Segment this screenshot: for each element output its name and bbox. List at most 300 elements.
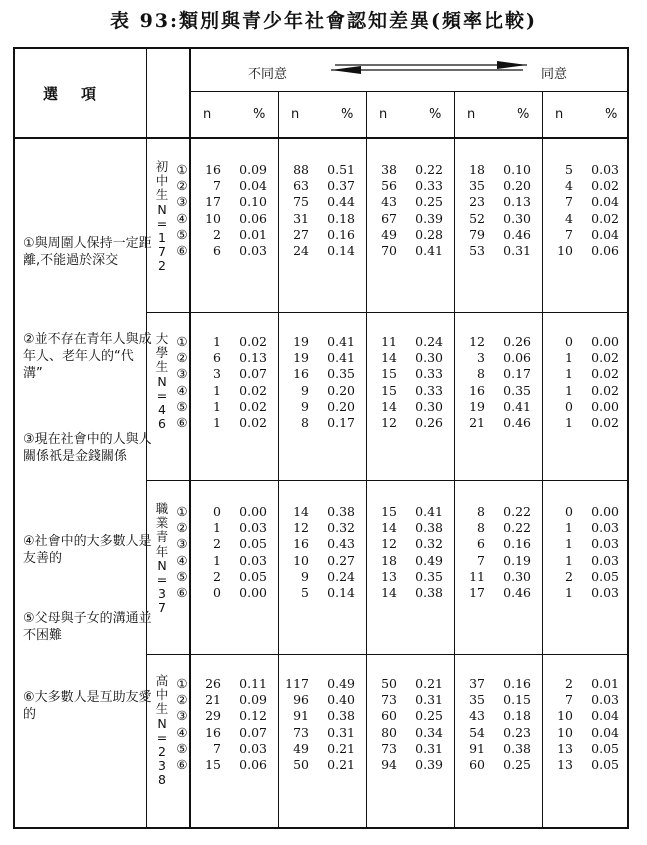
n-cell: 7: [477, 552, 485, 568]
option-mark: ②: [176, 350, 188, 366]
n-cell: 11: [381, 334, 397, 349]
group-label-char: 7: [158, 244, 166, 260]
n-cell: 19: [293, 350, 309, 366]
col-header-n-4: n: [467, 107, 476, 122]
pct-cell: 0.03: [239, 740, 267, 756]
pct-column: [403, 504, 443, 601]
n-cell: 38: [381, 162, 397, 177]
pct-cell: 0.38: [327, 708, 355, 724]
pct-column: [403, 676, 443, 773]
pct-cell: 0.35: [327, 366, 355, 382]
n-cell: 80: [381, 724, 397, 740]
group-label-char: 2: [158, 258, 166, 274]
n-cell: 43: [469, 708, 485, 724]
n-cell: 1: [565, 520, 573, 536]
n-cell: 14: [381, 398, 397, 414]
n-cell: 14: [381, 520, 397, 536]
pct-cell: 0.25: [415, 194, 443, 210]
group-label-char: 初: [155, 159, 169, 174]
n-cell: 24: [293, 242, 309, 258]
pct-cell: 0.14: [327, 242, 355, 258]
pct-cell: 0.19: [503, 552, 531, 568]
n-cell: 31: [293, 210, 309, 226]
n-cell: 7: [565, 692, 573, 708]
n-cell: 49: [293, 740, 309, 756]
pct-cell: 0.03: [591, 520, 619, 536]
pct-cell: 0.02: [239, 382, 267, 398]
pct-cell: 0.05: [591, 740, 619, 756]
option-mark: ④: [176, 382, 188, 398]
n-cell: 73: [381, 740, 397, 756]
n-cell: 2: [565, 676, 573, 691]
border-right: [627, 47, 629, 829]
n-cell: 13: [381, 568, 397, 584]
pct-cell: 0.30: [503, 210, 531, 226]
pct-cell: 0.41: [503, 398, 531, 414]
n-column: [369, 504, 397, 601]
n-cell: 7: [213, 740, 221, 756]
pct-cell: 0.30: [415, 398, 443, 414]
n-cell: 1: [213, 382, 221, 398]
n-cell: 91: [469, 740, 485, 756]
n-cell: 60: [381, 708, 397, 724]
n-cell: 16: [469, 382, 485, 398]
n-cell: 10: [557, 242, 573, 258]
option-mark: ②: [176, 692, 188, 708]
pct-cell: 0.13: [503, 194, 531, 210]
n-cell: 117: [285, 676, 309, 691]
pct-cell: 0.01: [591, 676, 619, 691]
pct-cell: 0.16: [503, 536, 531, 552]
n-cell: 1: [565, 382, 573, 398]
item-label-1: ①與周圍人保持一定距離,不能過於深交: [23, 236, 152, 268]
border-left: [13, 47, 15, 829]
n-column: [545, 676, 573, 773]
option-mark: ①: [176, 162, 188, 177]
pct-cell: 0.11: [239, 676, 267, 691]
group-label-char: 生: [155, 701, 169, 717]
pct-cell: 0.00: [591, 334, 619, 349]
n-cell: 9: [301, 398, 309, 414]
group-label-1: [153, 160, 171, 274]
pct-cell: 0.18: [503, 708, 531, 724]
n-cell: 11: [469, 568, 485, 584]
pct-cell: 0.28: [415, 226, 443, 242]
n-column: [281, 162, 309, 259]
border-bottom: [13, 827, 629, 829]
n-cell: 88: [293, 162, 309, 177]
n-column: [369, 676, 397, 773]
pct-cell: 0.49: [415, 552, 443, 568]
option-mark: ⑤: [176, 568, 188, 584]
pct-cell: 0.26: [415, 414, 443, 430]
n-cell: 6: [213, 350, 221, 366]
n-cell: 1: [565, 584, 573, 600]
pct-cell: 0.04: [591, 226, 619, 242]
option-mark: ⑥: [176, 585, 188, 601]
n-cell: 1: [565, 414, 573, 430]
pct-cell: 0.22: [503, 504, 531, 519]
n-column: [457, 504, 485, 601]
n-cell: 73: [381, 692, 397, 708]
pct-cell: 0.35: [503, 382, 531, 398]
n-cell: 2: [213, 568, 221, 584]
pct-cell: 0.04: [591, 724, 619, 740]
n-cell: 49: [381, 226, 397, 242]
n-cell: 16: [205, 724, 221, 740]
n-cell: 23: [469, 194, 485, 210]
n-cell: 75: [293, 194, 309, 210]
pct-cell: 0.05: [239, 536, 267, 552]
n-column: [457, 162, 485, 259]
pct-column: [579, 334, 619, 431]
pct-cell: 0.25: [415, 708, 443, 724]
pct-cell: 0.03: [591, 536, 619, 552]
n-cell: 1: [565, 552, 573, 568]
n-cell: 12: [381, 414, 397, 430]
pct-cell: 0.38: [415, 520, 443, 536]
n-cell: 70: [381, 242, 397, 258]
n-column: [193, 676, 221, 773]
pct-cell: 0.00: [591, 504, 619, 519]
group-label-char: 中: [155, 687, 169, 703]
item-label-6: ⑥大多數人是互助友愛的: [23, 690, 152, 722]
pct-cell: 0.32: [415, 536, 443, 552]
option-marks-2: [171, 334, 193, 431]
n-column: [193, 162, 221, 259]
option-mark: ⑤: [176, 398, 188, 414]
col-header-n-2: n: [291, 107, 300, 122]
pct-cell: 0.39: [415, 210, 443, 226]
pct-cell: 0.20: [327, 398, 355, 414]
n-cell: 10: [557, 724, 573, 740]
pct-cell: 0.34: [415, 724, 443, 740]
option-mark: ③: [176, 366, 188, 382]
n-cell: 2: [565, 568, 573, 584]
n-cell: 35: [469, 178, 485, 194]
n-column: [281, 334, 309, 431]
group-label-char: N: [157, 557, 167, 573]
agree-label: 同意: [541, 67, 568, 82]
n-cell: 3: [213, 366, 221, 382]
n-cell: 0: [213, 504, 221, 519]
n-cell: 21: [205, 692, 221, 708]
option-mark: ⑥: [176, 757, 188, 773]
option-mark: ⑤: [176, 740, 188, 756]
option-mark: ②: [176, 178, 188, 194]
n-cell: 14: [381, 584, 397, 600]
pct-cell: 0.18: [327, 210, 355, 226]
n-column: [281, 504, 309, 601]
pct-cell: 0.46: [503, 414, 531, 430]
n-cell: 13: [557, 756, 573, 772]
pct-cell: 0.40: [327, 692, 355, 708]
pct-cell: 0.46: [503, 226, 531, 242]
pct-cell: 0.31: [415, 740, 443, 756]
pct-cell: 0.38: [503, 740, 531, 756]
pct-column: [315, 334, 355, 431]
n-cell: 1: [565, 536, 573, 552]
group-label-char: 3: [158, 758, 166, 774]
col-divider-1: [278, 91, 279, 829]
group-label-char: 高: [155, 673, 169, 688]
pct-cell: 0.30: [415, 350, 443, 366]
pct-cell: 0.01: [239, 226, 267, 242]
pct-cell: 0.06: [503, 350, 531, 366]
pct-cell: 0.09: [239, 692, 267, 708]
n-cell: 56: [381, 178, 397, 194]
group-label-char: 1: [158, 230, 166, 246]
pct-cell: 0.00: [591, 398, 619, 414]
group-label-2: [153, 332, 171, 431]
col-header-n-3: n: [379, 107, 388, 122]
pct-cell: 0.33: [415, 178, 443, 194]
n-cell: 0: [565, 398, 573, 414]
pct-cell: 0.03: [239, 552, 267, 568]
n-cell: 15: [381, 504, 397, 519]
n-cell: 17: [205, 194, 221, 210]
n-cell: 8: [477, 520, 485, 536]
pct-cell: 0.04: [591, 194, 619, 210]
pct-cell: 0.21: [327, 756, 355, 772]
pct-cell: 0.03: [591, 692, 619, 708]
group-label-char: 年: [155, 543, 169, 559]
n-cell: 21: [469, 414, 485, 430]
pct-cell: 0.14: [327, 584, 355, 600]
pct-cell: 0.03: [239, 242, 267, 258]
option-mark: ②: [176, 520, 188, 536]
n-cell: 16: [293, 536, 309, 552]
pct-cell: 0.41: [415, 242, 443, 258]
pct-cell: 0.02: [239, 398, 267, 414]
pct-cell: 0.06: [239, 756, 267, 772]
n-column: [457, 334, 485, 431]
group-label-char: 中: [155, 173, 169, 189]
n-column: [545, 504, 573, 601]
n-cell: 4: [565, 178, 573, 194]
col-header-pct-1: %: [253, 107, 266, 122]
n-cell: 3: [477, 350, 485, 366]
n-cell: 96: [293, 692, 309, 708]
pct-cell: 0.25: [503, 756, 531, 772]
n-cell: 54: [469, 724, 485, 740]
pct-cell: 0.24: [415, 334, 443, 349]
col-header-n-1: n: [203, 107, 212, 122]
option-mark: ⑥: [176, 243, 188, 259]
pct-cell: 0.00: [239, 584, 267, 600]
option-mark: ①: [176, 504, 188, 519]
pct-column: [579, 504, 619, 601]
option-mark: ③: [176, 194, 188, 210]
pct-cell: 0.06: [591, 242, 619, 258]
n-column: [545, 162, 573, 259]
pct-cell: 0.39: [415, 756, 443, 772]
n-cell: 8: [477, 504, 485, 519]
pct-cell: 0.13: [239, 350, 267, 366]
pct-column: [403, 162, 443, 259]
group-label-3: [153, 502, 171, 616]
n-cell: 14: [293, 504, 309, 519]
pct-cell: 0.32: [327, 520, 355, 536]
group-label-char: 生: [155, 359, 169, 375]
n-cell: 63: [293, 178, 309, 194]
n-cell: 15: [205, 756, 221, 772]
n-cell: 9: [301, 568, 309, 584]
n-cell: 7: [565, 226, 573, 242]
pct-cell: 0.46: [503, 584, 531, 600]
n-cell: 19: [293, 334, 309, 349]
group-label-char: 2: [158, 744, 166, 760]
pct-cell: 0.16: [327, 226, 355, 242]
pct-cell: 0.02: [239, 414, 267, 430]
group-label-char: N: [157, 201, 167, 217]
n-cell: 16: [205, 162, 221, 177]
pct-cell: 0.02: [591, 366, 619, 382]
n-cell: 52: [469, 210, 485, 226]
pct-cell: 0.23: [503, 724, 531, 740]
option-mark: ⑤: [176, 226, 188, 242]
pct-cell: 0.02: [591, 382, 619, 398]
pct-cell: 0.03: [591, 552, 619, 568]
n-cell: 10: [557, 708, 573, 724]
pct-cell: 0.09: [239, 162, 267, 177]
pct-cell: 0.17: [327, 414, 355, 430]
n-cell: 18: [381, 552, 397, 568]
pct-cell: 0.02: [239, 334, 267, 349]
pct-column: [227, 162, 267, 259]
pct-column: [579, 676, 619, 773]
pct-cell: 0.22: [415, 162, 443, 177]
group-label-char: =: [156, 215, 168, 231]
pct-cell: 0.05: [591, 568, 619, 584]
n-cell: 91: [293, 708, 309, 724]
group-label-char: 6: [158, 416, 166, 432]
pct-cell: 0.17: [503, 366, 531, 382]
option-mark: ③: [176, 708, 188, 724]
group-divider-3: [146, 654, 629, 655]
pct-cell: 0.44: [327, 194, 355, 210]
option-mark: ③: [176, 536, 188, 552]
group-label-char: =: [156, 387, 168, 403]
pct-cell: 0.41: [415, 504, 443, 519]
pct-cell: 0.07: [239, 366, 267, 382]
n-cell: 29: [205, 708, 221, 724]
n-cell: 5: [301, 584, 309, 600]
n-cell: 60: [469, 756, 485, 772]
n-cell: 5: [565, 162, 573, 177]
n-cell: 50: [381, 676, 397, 691]
option-mark: ①: [176, 676, 188, 691]
n-cell: 0: [213, 584, 221, 600]
n-cell: 4: [565, 210, 573, 226]
n-cell: 67: [381, 210, 397, 226]
n-cell: 12: [469, 334, 485, 349]
n-cell: 2: [213, 226, 221, 242]
group-divider-2: [146, 480, 629, 481]
group-label-char: 7: [158, 600, 166, 616]
n-cell: 2: [213, 536, 221, 552]
pct-column: [227, 504, 267, 601]
pct-cell: 0.10: [503, 162, 531, 177]
pct-cell: 0.31: [327, 724, 355, 740]
pct-cell: 0.03: [591, 584, 619, 600]
pct-cell: 0.10: [239, 194, 267, 210]
group-label-char: 職: [155, 501, 169, 516]
double-arrow-icon: [331, 60, 527, 76]
n-cell: 8: [301, 414, 309, 430]
n-cell: 12: [381, 536, 397, 552]
pct-column: [491, 162, 531, 259]
disagree-label: 不同意: [248, 67, 288, 82]
n-cell: 10: [205, 210, 221, 226]
subheader-divider: [190, 91, 629, 92]
pct-cell: 0.27: [327, 552, 355, 568]
col-divider-4: [542, 91, 543, 829]
pct-column: [491, 334, 531, 431]
group-label-char: =: [156, 572, 168, 588]
group-label-4: [153, 674, 171, 788]
n-cell: 1: [213, 414, 221, 430]
n-cell: 13: [557, 740, 573, 756]
n-cell: 15: [381, 366, 397, 382]
pct-cell: 0.02: [591, 350, 619, 366]
pct-cell: 0.02: [591, 414, 619, 430]
col-header-pct-3: %: [429, 107, 442, 122]
pct-column: [227, 676, 267, 773]
group-label-char: N: [157, 715, 167, 731]
n-cell: 1: [213, 520, 221, 536]
pct-cell: 0.38: [415, 584, 443, 600]
group-label-char: 生: [155, 187, 169, 203]
pct-cell: 0.35: [415, 568, 443, 584]
group-label-char: 大: [155, 331, 169, 346]
group-label-char: 青: [155, 529, 169, 545]
pct-column: [315, 504, 355, 601]
option-marks-4: [171, 676, 193, 773]
group-label-char: 學: [155, 345, 169, 361]
group-label-char: N: [157, 373, 167, 389]
option-mark: ⑥: [176, 415, 188, 431]
n-cell: 10: [293, 552, 309, 568]
pct-cell: 0.30: [503, 568, 531, 584]
col-divider-2: [366, 91, 367, 829]
col-header-pct-4: %: [517, 107, 530, 122]
n-column: [369, 334, 397, 431]
item-label-4: ④社會中的大多數人是友善的: [23, 534, 152, 566]
n-cell: 0: [565, 334, 573, 349]
data-table: [13, 47, 629, 829]
pct-cell: 0.07: [239, 724, 267, 740]
n-cell: 53: [469, 242, 485, 258]
pct-cell: 0.22: [503, 520, 531, 536]
group-label-char: =: [156, 729, 168, 745]
pct-cell: 0.49: [327, 676, 355, 691]
pct-cell: 0.43: [327, 536, 355, 552]
n-cell: 0: [565, 504, 573, 519]
col-header-pct-2: %: [341, 107, 354, 122]
option-marks-3: [171, 504, 193, 601]
pct-cell: 0.05: [591, 756, 619, 772]
n-cell: 19: [469, 398, 485, 414]
n-cell: 73: [293, 724, 309, 740]
pct-cell: 0.33: [415, 366, 443, 382]
pct-column: [315, 676, 355, 773]
n-cell: 26: [205, 676, 221, 691]
pct-cell: 0.00: [239, 504, 267, 519]
pct-cell: 0.03: [591, 162, 619, 177]
pct-cell: 0.20: [503, 178, 531, 194]
pct-cell: 0.04: [591, 708, 619, 724]
